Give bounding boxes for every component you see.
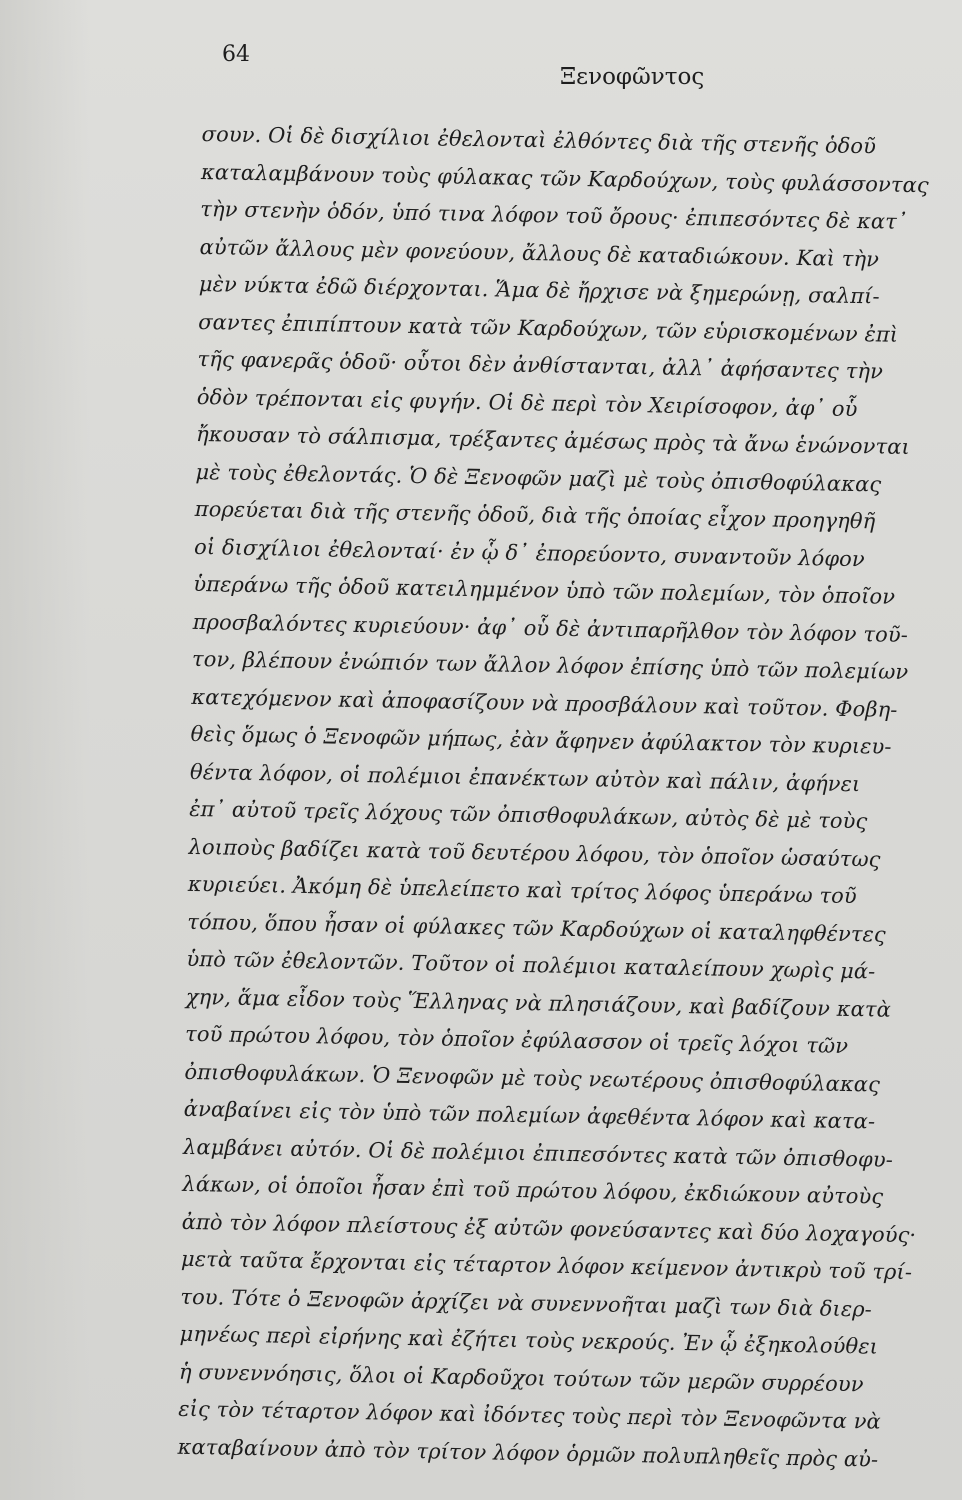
text-line: του. Τότε ὁ Ξενοφῶν ἀρχίζει νὰ συνεννοῆται μαζὶ των διὰ διερ- [180,1284,873,1321]
text-line: οἱ δισχίλιοι ἐθελονταί· ἐν ᾧ δ᾽ ἐπορεύοντο, συναντοῦν λόφον [193,534,866,571]
text-line: λαμβάνει αὐτόν. Οἱ δὲ πολέμιοι ἐπιπεσόντες κατὰ τῶν ὀπισθοφυ- [182,1134,894,1172]
text-line: ἀναβαίνει εἰς τὸν ὑπὸ τῶν πολεμίων ἀφεθέντα λόφον καὶ κατα- [183,1096,876,1134]
text-line: κυριεύει. Ἀκόμη δὲ ὑπελείπετο καὶ τρίτος λόφος ὑπεράνω τοῦ [187,871,858,909]
text-line: προσβαλόντες κυριεύουν· ἀφ᾽ οὗ δὲ ἀντιπαρῆλθον τὸν λόφον τοῦ- [192,609,909,647]
text-line: ὑπὸ τῶν ἐθελοντῶν. Τοῦτον οἱ πολέμιοι καταλείπουν χωρὶς μά- [186,946,876,984]
text-line: εἰς τὸν τέταρτον λόφον καὶ ἰδόντες τοὺς περὶ τὸν Ξενοφῶντα νὰ [178,1396,882,1434]
text-line: λοιποὺς βαδίζει κατὰ τοῦ δευτέρου λόφου, τὸν ὁποῖον ὡσαύτως [188,834,881,872]
text-line: μὲν νύκτα ἐδῶ διέρχονται. Ἅμα δὲ ἤρχισε νὰ ξημερώνῃ, σαλπί- [198,271,880,309]
text-line: καταβαίνουν ἀπὸ τὸν τρίτον λόφον ὁρμῶν πολυπληθεῖς πρὸς αὐ- [177,1434,879,1472]
text-line: μετὰ ταῦτα ἔρχονται εἰς τέταρτον λόφον κείμενον ἀντικρὺ τοῦ τρί- [180,1246,913,1285]
text-line: ἐπ᾽ αὐτοῦ τρεῖς λόχους τῶν ὀπισθοφυλάκων, αὐτὸς δὲ μὲ τοὺς [189,796,868,834]
text-line: ἡ συνεννόησις, ὅλοι οἱ Καρδοῦχοι τούτων τῶν μερῶν συρρέουν [178,1359,864,1396]
body-text [177,116,962,1480]
page-header [0,42,962,90]
text-line: τὴν στενὴν ὁδόν, ὑπό τινα λόφον τοῦ ὄρους· ἐπιπεσόντες δὲ κατ᾽ [200,196,908,234]
running-title: Ξενοφῶντος [560,64,705,90]
text-line: χην, ἅμα εἶδον τοὺς Ἕλληνας νὰ πλησιάζουν, καὶ βαδίζουν κατὰ [185,984,892,1022]
text-line: τον, βλέπουν ἐνώπιόν των ἄλλον λόφον ἐπίσης ὑπὸ τῶν πολεμίων [191,646,909,685]
text-line: αὐτῶν ἄλλους μὲν φονεύουν, ἄλλους δὲ καταδιώκουν. Καὶ τὴν [199,234,880,271]
page-number: 64 [222,42,250,67]
text-line: κατεχόμενον καὶ ἀποφασίζουν νὰ προσβάλουν καὶ τοῦτον. Φοβη- [191,684,898,722]
text-line: ὁδὸν τρέπονται εἰς φυγήν. Οἱ δὲ περὶ τὸν Χειρίσοφον, ἀφ᾽ οὗ [196,384,858,421]
text-line: ἤκουσαν τὸ σάλπισμα, τρέξαντες ἀμέσως πρὸς τὰ ἄνω ἑνώνονται [195,421,911,460]
text-line: ἀπὸ τὸν λόφον πλείστους ἐξ αὐτῶν φονεύσαντες καὶ δύο λοχαγούς· [181,1209,917,1247]
text-line: τῆς φανερᾶς ὁδοῦ· οὗτοι δὲν ἀνθίστανται, ἀλλ᾽ ἀφήσαντες τὴν [197,346,884,384]
text-line: σαντες ἐπιπίπτουν κατὰ τῶν Καρδούχων, τῶν εὑρισκομένων ἐπὶ [198,309,899,347]
text-line: ὀπισθοφυλάκων. Ὁ Ξενοφῶν μὲ τοὺς νεωτέρους ὀπισθοφύλακας [184,1059,881,1097]
text-line: πορεύεται διὰ τῆς στενῆς ὁδοῦ, διὰ τῆς ὁποίας εἶχον προηγηθῆ [194,496,876,534]
text-line: σουν. Οἱ δὲ δισχίλιοι ἐθελονταὶ ἐλθόντες διὰ τῆς στενῆς ὁδοῦ [201,121,877,159]
text-line: τόπου, ὅπου ἦσαν οἱ φύλακες τῶν Καρδούχων οἱ καταληφθέντες [187,909,886,947]
text-line: θεὶς ὅμως ὁ Ξενοφῶν μήπως, ἐὰν ἄφηνεν ἀφύλακτον τὸν κυριευ- [190,721,892,759]
text-line: μὲ τοὺς ἐθελοντάς. Ὁ δὲ Ξενοφῶν μαζὶ μὲ τοὺς ὀπισθοφύλακας [195,459,882,497]
text-line: θέντα λόφον, οἱ πολέμιοι ἐπανέκτων αὐτὸν καὶ πάλιν, ἀφήνει [189,759,861,796]
text-line: τοῦ πρώτου λόφου, τὸν ὁποῖον ἐφύλασσον οἱ τρεῖς λόχοι τῶν [184,1021,849,1058]
text-line: μηνέως περὶ εἰρήνης καὶ ἐζήτει τοὺς νεκρούς. Ἐν ᾧ ἐξηκολούθει [179,1321,879,1359]
page-gutter-shadow [0,0,90,1500]
text-line: ὑπεράνω τῆς ὁδοῦ κατειλημμένον ὑπὸ τῶν πολεμίων, τὸν ὁποῖον [193,571,896,609]
text-line: λάκων, οἱ ὁποῖοι ἦσαν ἐπὶ τοῦ πρώτου λόφου, ἐκδιώκουν αὐτοὺς [182,1171,884,1209]
text-line: καταλαμβάνουν τοὺς φύλακας τῶν Καρδούχων, τοὺς φυλάσσοντας [200,159,930,197]
